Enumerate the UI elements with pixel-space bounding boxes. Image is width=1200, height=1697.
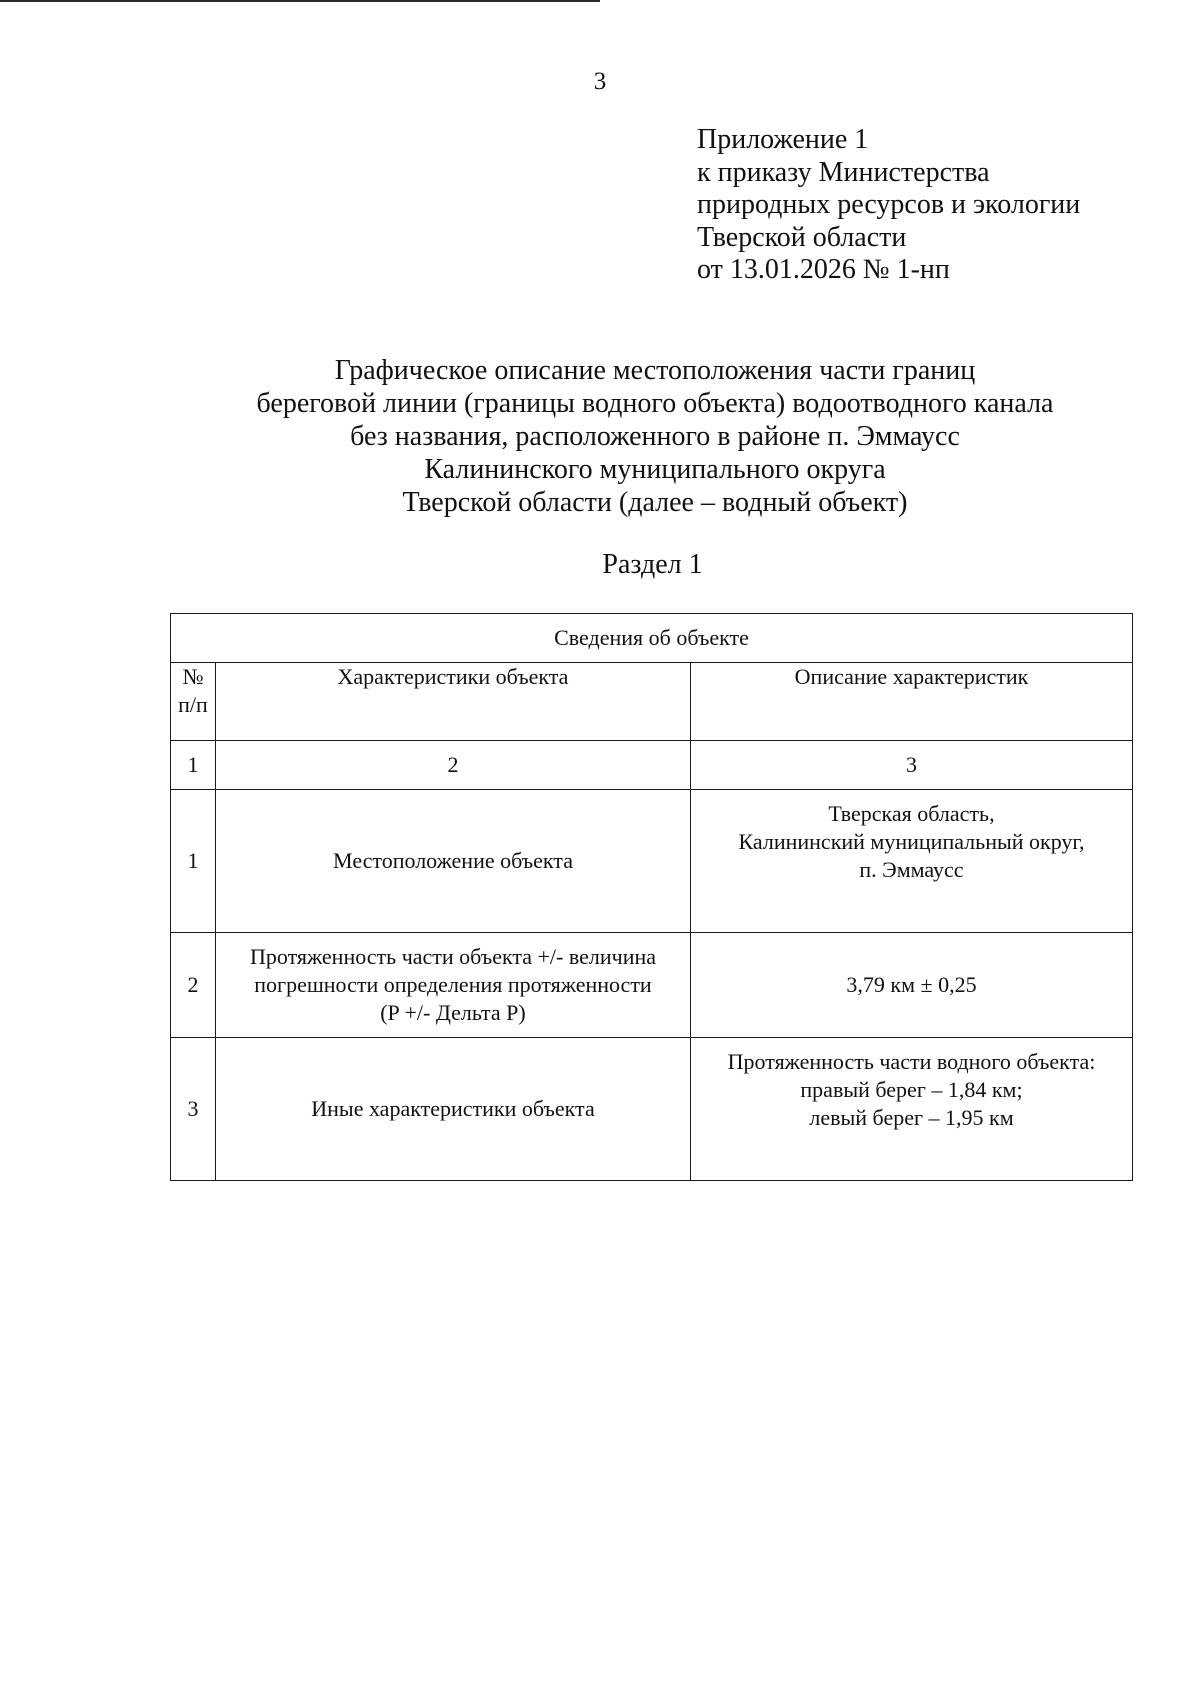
header-num xyxy=(171,663,216,741)
row-characteristic xyxy=(216,933,691,1038)
cell-line: правый берег – 1,84 км; xyxy=(800,1077,1023,1102)
document-title xyxy=(0,354,1200,519)
cell-line: погрешности определения протяженности xyxy=(254,972,652,997)
appendix-note xyxy=(697,124,1080,287)
table-row xyxy=(171,790,1133,933)
title-line: береговой линии (границы водного объекта) водоотводного канала xyxy=(256,388,1054,419)
header-num-line: № xyxy=(182,664,204,689)
header-description: Описание характеристик xyxy=(691,663,1133,741)
title-line: без названия, расположенного в районе п. Эммаусс xyxy=(350,421,960,452)
cell-line: Тверская область, xyxy=(828,801,995,826)
title-line: Тверской области (далее – водный объект) xyxy=(402,487,908,518)
appendix-line: к приказу Министерства xyxy=(697,156,990,188)
cell-line: Местоположение объекта xyxy=(333,848,573,873)
cell-line: Калининский муниципальный округ, xyxy=(738,829,1085,854)
appendix-line: Приложение 1 xyxy=(697,124,869,155)
table-caption-row xyxy=(171,614,1133,663)
table-header-row xyxy=(171,663,1133,741)
header-num-line: п/п xyxy=(178,692,208,717)
column-number: 3 xyxy=(691,741,1133,790)
row-description xyxy=(691,1038,1133,1181)
cell-line: Протяженность части водного объекта: xyxy=(727,1049,1096,1074)
title-line: Калининского муниципального округа xyxy=(424,454,886,485)
scan-top-edge xyxy=(0,0,600,2)
column-number: 1 xyxy=(171,741,216,790)
page-number: 3 xyxy=(593,68,607,95)
row-num: 1 xyxy=(171,790,216,933)
appendix-line: природных ресурсов и экологии xyxy=(697,189,1081,220)
column-number-row xyxy=(171,741,1133,790)
cell-line: 3,79 км ± 0,25 xyxy=(846,972,977,997)
row-characteristic xyxy=(216,790,691,933)
section-title: Раздел 1 xyxy=(602,549,703,580)
header-characteristic: Характеристики объекта xyxy=(216,663,691,741)
cell-line: п. Эммаусс xyxy=(859,857,964,882)
row-description xyxy=(691,933,1133,1038)
title-line: Графическое описание местоположения части границ xyxy=(334,355,976,386)
row-num: 3 xyxy=(171,1038,216,1181)
column-number: 2 xyxy=(216,741,691,790)
table-caption: Сведения об объекте xyxy=(171,614,1133,663)
appendix-line: от 13.01.2026 № 1-нп xyxy=(697,254,950,285)
table-row xyxy=(171,933,1133,1038)
object-info-table xyxy=(170,613,1133,1181)
cell-line: Иные характеристики объекта xyxy=(311,1096,595,1121)
row-characteristic xyxy=(216,1038,691,1181)
cell-line: (P +/- Дельта P) xyxy=(380,1000,526,1025)
row-description xyxy=(691,790,1133,933)
row-num: 2 xyxy=(171,933,216,1038)
table-row xyxy=(171,1038,1133,1181)
appendix-line: Тверской области xyxy=(697,221,907,253)
cell-line: левый берег – 1,95 км xyxy=(809,1105,1014,1130)
cell-line: Протяженность части объекта +/- величина xyxy=(249,944,657,969)
